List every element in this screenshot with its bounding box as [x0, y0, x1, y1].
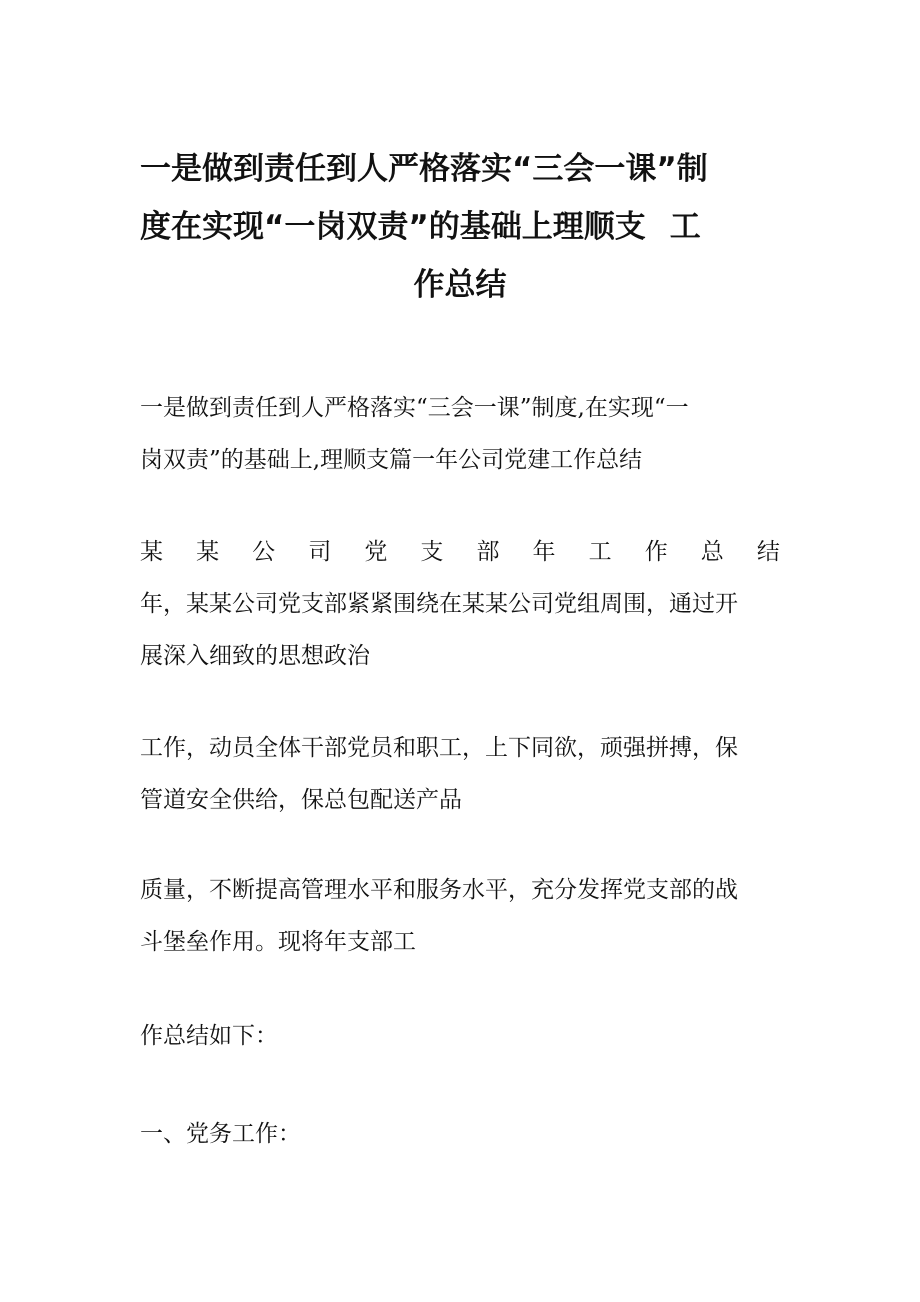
paragraph-line: 一、党务工作： [140, 1121, 301, 1147]
spaced-char: 党 [364, 539, 388, 565]
paragraph-line: 斗堡垒作用。现将年支部工 [140, 929, 416, 955]
spaced-char: 某 [140, 539, 163, 565]
spaced-char: 司 [308, 539, 332, 565]
title-line-2 [140, 198, 780, 256]
paragraph-line: 年，某某公司党支部紧紧围绕在某某公司党组周围，通过开 [140, 591, 738, 617]
paragraph-intro [140, 382, 780, 486]
document-title [140, 140, 780, 314]
paragraph-line: 一是做到责任到人严格落实“三会一课”制度,在实现“一 [140, 395, 689, 421]
title-line-3: 作总结 [413, 267, 507, 303]
paragraph-line: 管道安全供给，保总包配送产品 [140, 787, 462, 813]
spaced-char: 部 [476, 539, 500, 565]
paragraph-line: 作总结如下： [140, 1023, 278, 1049]
paragraph-work [140, 722, 780, 826]
spaced-char: 年 [532, 539, 556, 565]
paragraph-line: 质量，不断提高管理水平和服务水平，充分发挥党支部的战 [140, 877, 738, 903]
spaced-heading-line [140, 526, 780, 578]
paragraph-summary-intro [140, 1010, 780, 1062]
spaced-char: 某 [196, 539, 220, 565]
title-line-2-main: 度在实现“一岗双责”的基础上理顺支 [140, 209, 646, 245]
title-line-2-tail: 工 [669, 209, 701, 245]
title-line-1: 一是做到责任到人严格落实“三会一课”制 [140, 151, 708, 187]
spaced-char: 公 [252, 539, 276, 565]
paragraph-line: 岗双责”的基础上,理顺支篇一年公司党建工作总结 [140, 447, 643, 473]
spaced-char: 作 [644, 539, 668, 565]
paragraph-quality [140, 864, 780, 968]
section-heading-party-affairs [140, 1108, 780, 1160]
spaced-char: 工 [588, 539, 612, 565]
spaced-char: 结 [756, 539, 780, 565]
paragraph-line: 工作，动员全体干部党员和职工，上下同欲，顽强拼搏，保 [140, 735, 738, 761]
paragraph-summary-heading [140, 526, 780, 682]
spaced-char: 支 [420, 539, 444, 565]
spaced-char: 总 [700, 539, 724, 565]
paragraph-line: 展深入细致的思想政治 [140, 643, 370, 669]
